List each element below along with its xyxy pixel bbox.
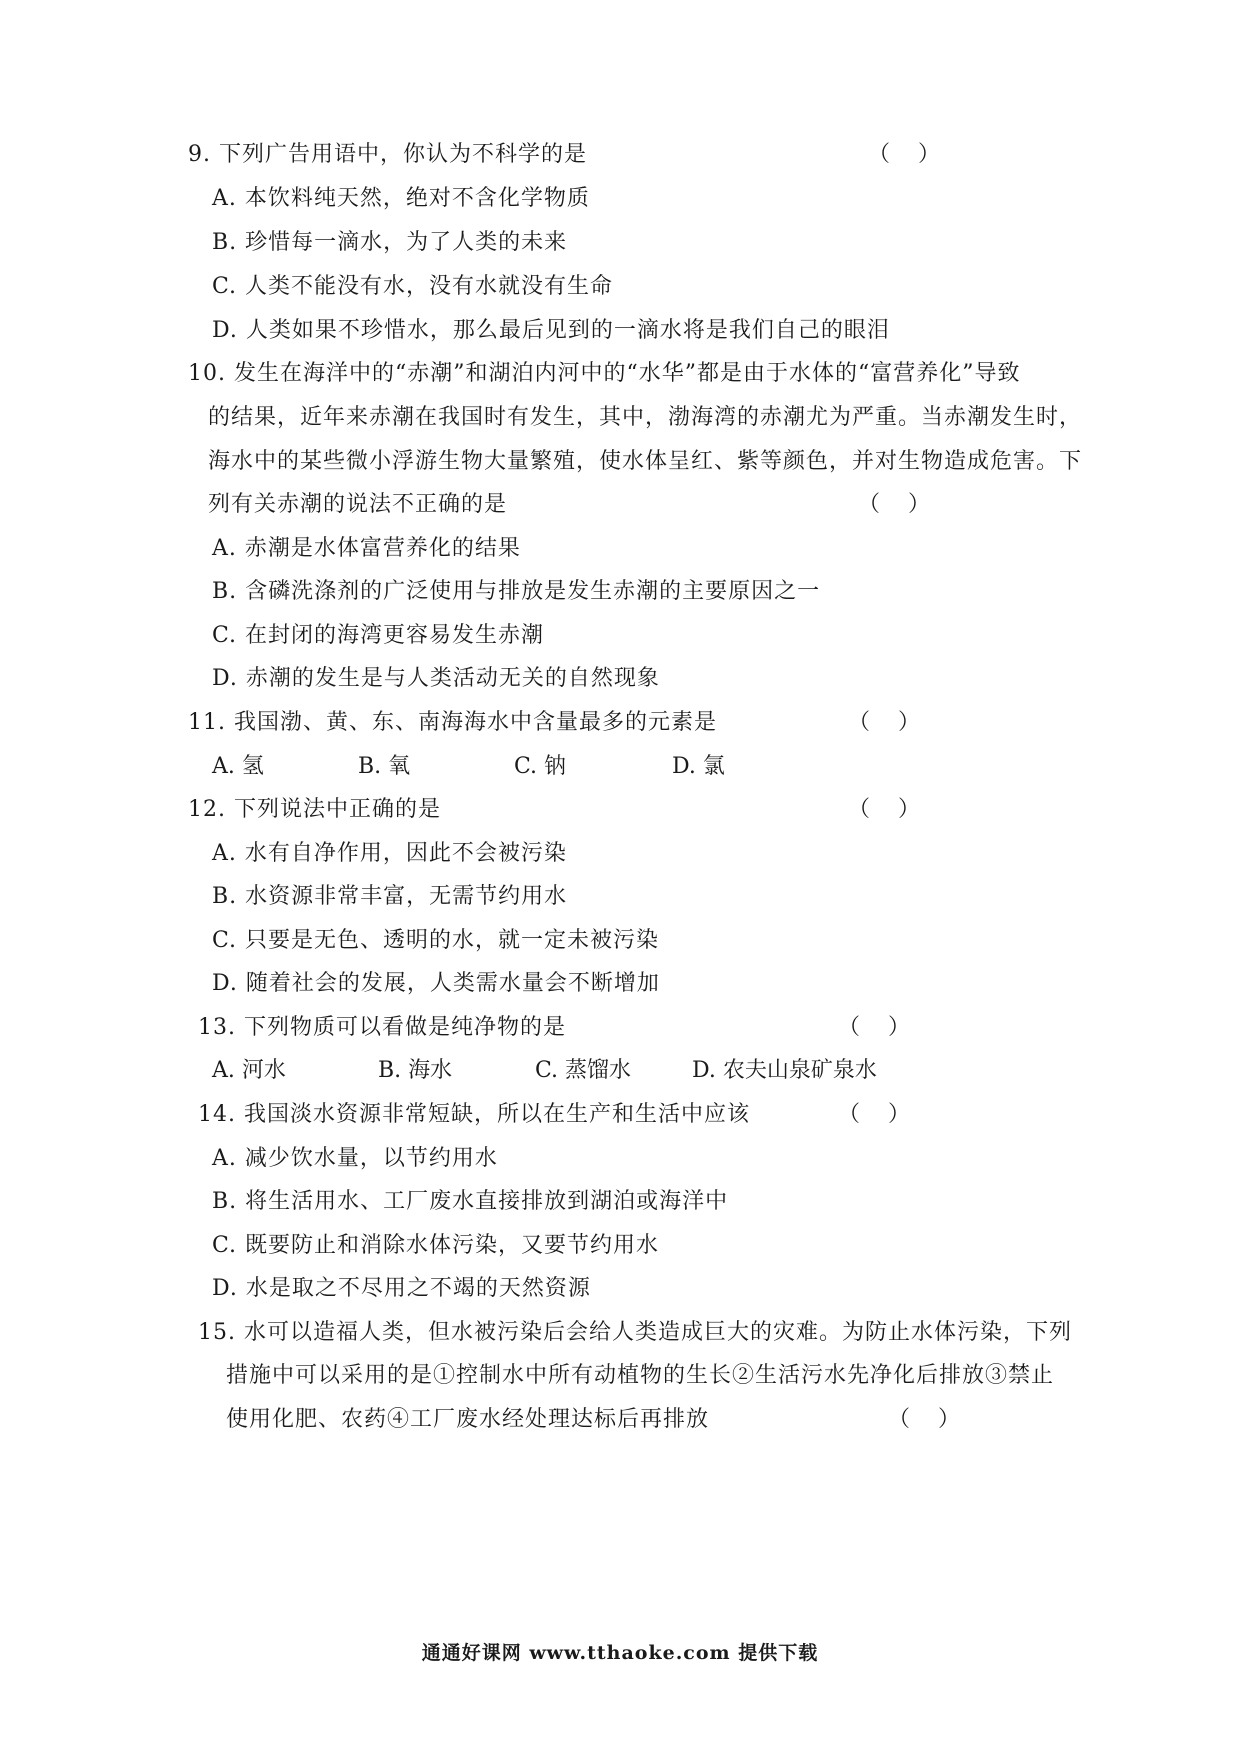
q9-option-c: C. 人类不能没有水，没有水就没有生命 (212, 274, 614, 299)
q9-option-b: B. 珍惜每一滴水，为了人类的未来 (212, 230, 568, 255)
q15-stem-line-1: 15. 水可以造福人类，但水被污染后会给人类造成巨大的灾难。为防止水体污染，下列 (198, 1320, 1072, 1345)
q10-stem-line-4: 列有关赤潮的说法不正确的是 (208, 492, 508, 517)
page-footer: 通通好课网 www.tthaoke.com 提供下载 (421, 1642, 819, 1664)
q15-answer-paren: （ ） (888, 1407, 960, 1432)
q12-answer-paren: （ ） (848, 797, 920, 822)
q15-stem-line-3: 使用化肥、农药④工厂废水经处理达标后再排放 (226, 1407, 710, 1432)
q12-option-b: B. 水资源非常丰富，无需节约用水 (212, 884, 568, 909)
q10-stem-line-1: 10. 发生在海洋中的“赤潮”和湖泊内河中的“水华”都是由于水体的“富营养化”导致 (188, 361, 1021, 386)
q13-option-d: D. 农夫山泉矿泉水 (692, 1058, 877, 1083)
q9-option-d: D. 人类如果不珍惜水，那么最后见到的一滴水将是我们自己的眼泪 (212, 318, 890, 343)
q13-option-c: C. 蒸馏水 (535, 1058, 632, 1083)
q10-stem-line-2: 的结果，近年来赤潮在我国时有发生，其中，渤海湾的赤潮尤为严重。当赤潮发生时， (208, 405, 1083, 430)
q11-option-a: A. 氢 (212, 754, 264, 779)
q10-answer-paren: （ ） (858, 492, 930, 517)
q11-option-b: B. 氧 (358, 754, 411, 779)
q14-option-a: A. 减少饮水量，以节约用水 (212, 1146, 498, 1171)
q12-option-a: A. 水有自净作用，因此不会被污染 (212, 841, 567, 866)
q10-option-a: A. 赤潮是水体富营养化的结果 (212, 536, 521, 561)
q9-answer-paren: （ ） (868, 142, 940, 167)
q14-option-d: D. 水是取之不尽用之不竭的天然资源 (212, 1276, 591, 1301)
q10-option-b: B. 含磷洗涤剂的广泛使用与排放是发生赤潮的主要原因之一 (212, 579, 821, 604)
q13-option-a: A. 河水 (212, 1058, 286, 1083)
q9-stem: 9. 下列广告用语中，你认为不科学的是 (188, 142, 587, 167)
q14-answer-paren: （ ） (838, 1102, 910, 1127)
q9-option-a: A. 本饮料纯天然，绝对不含化学物质 (212, 186, 590, 211)
q10-stem-line-3: 海水中的某些微小浮游生物大量繁殖，使水体呈红、紫等颜色，并对生物造成危害。下 (208, 449, 1083, 474)
q11-answer-paren: （ ） (848, 710, 920, 735)
q12-stem: 12. 下列说法中正确的是 (188, 797, 441, 822)
q11-option-c: C. 钠 (514, 754, 567, 779)
q11-stem: 11. 我国渤、黄、东、南海海水中含量最多的元素是 (188, 710, 717, 735)
q12-option-c: C. 只要是无色、透明的水，就一定未被污染 (212, 928, 660, 953)
q10-option-d: D. 赤潮的发生是与人类活动无关的自然现象 (212, 666, 660, 691)
q13-option-b: B. 海水 (378, 1058, 453, 1083)
q14-option-c: C. 既要防止和消除水体污染，又要节约用水 (212, 1233, 660, 1258)
q13-answer-paren: （ ） (838, 1015, 910, 1040)
q14-option-b: B. 将生活用水、工厂废水直接排放到湖泊或海洋中 (212, 1189, 729, 1214)
q11-option-d: D. 氯 (672, 754, 725, 779)
q15-stem-line-2: 措施中可以采用的是①控制水中所有动植物的生长②生活污水先净化后排放③禁止 (226, 1363, 1055, 1388)
q13-stem: 13. 下列物质可以看做是纯净物的是 (198, 1015, 566, 1040)
q14-stem: 14. 我国淡水资源非常短缺，所以在生产和生活中应该 (198, 1102, 750, 1127)
q10-option-c: C. 在封闭的海湾更容易发生赤潮 (212, 623, 545, 648)
q12-option-d: D. 随着社会的发展，人类需水量会不断增加 (212, 971, 660, 996)
